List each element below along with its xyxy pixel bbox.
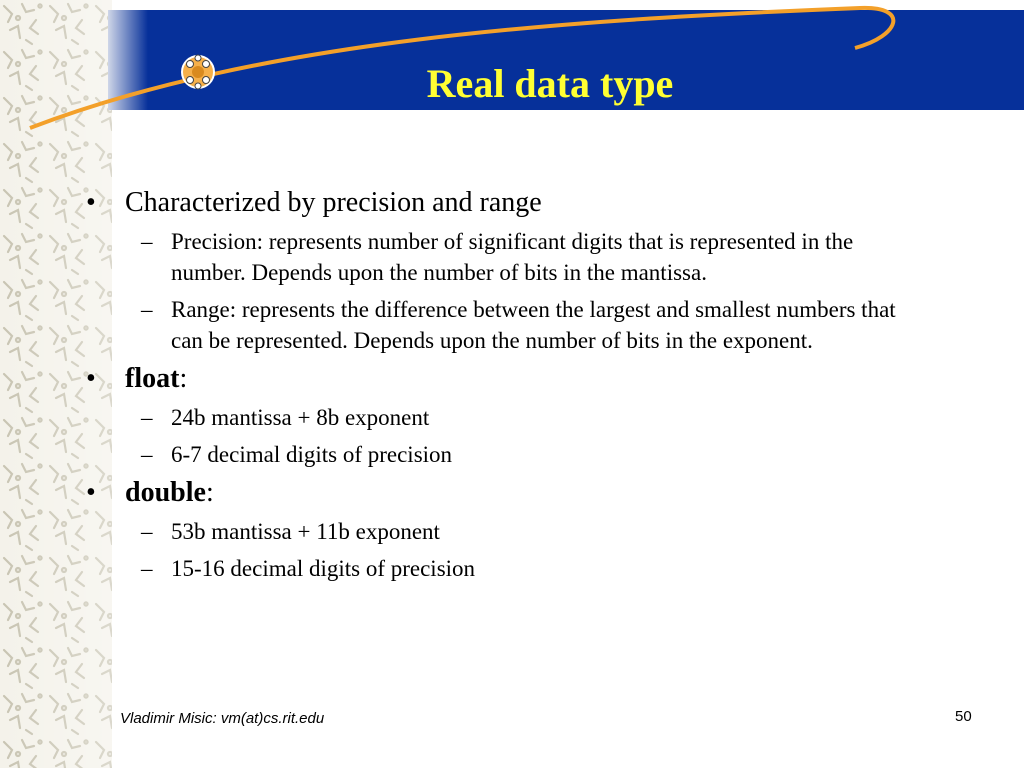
bullet-glyph: • [86,187,96,218]
slide-title: Real data type [426,61,674,106]
sub-bullet-text: 15-16 decimal digits of precision [171,556,476,581]
footer-author: Vladimir Misic: vm(at)cs.rit.edu [120,710,325,727]
bullet-text: Characterized by precision and range [125,187,542,218]
dash-glyph: – [141,405,153,430]
dash-glyph: – [141,297,153,322]
slide-content [86,186,956,590]
sub-bullet-item [141,553,956,584]
sub-bullet-item [141,402,956,433]
sub-bullet-text: 53b mantissa + 11b exponent [171,519,440,544]
logo-orb-icon [182,55,214,89]
bullet-item [86,186,956,220]
sub-bullet-text: Range: represents the difference between the largest and smallest numbers that can be represented. Depends upon the number of bits in the exponent. [171,297,896,353]
bullet-suffix: : [179,363,188,394]
bullet-glyph: • [86,477,96,508]
dash-glyph: – [141,556,153,581]
dash-glyph: – [141,442,153,467]
bullet-glyph: • [86,363,96,394]
sub-bullet-text: Precision: represents number of significant digits that is represented in the number. Depends upon the number of bits in the mantissa. [171,229,854,285]
sub-bullet-item [141,294,956,356]
sub-bullet-item [141,439,956,470]
dash-glyph: – [141,519,153,544]
bullet-item [86,362,956,396]
sub-bullet-item [141,516,956,547]
bullet-suffix: : [205,477,214,508]
sub-bullet-text: 6-7 decimal digits of precision [171,442,453,467]
bullet-keyword: double [125,477,206,508]
bullet-item [86,476,956,510]
bullet-keyword: float [125,363,180,394]
page-number: 50 [955,708,972,725]
sub-bullet-text: 24b mantissa + 8b exponent [171,405,430,430]
sub-bullet-item [141,226,956,288]
dash-glyph: – [141,229,153,254]
